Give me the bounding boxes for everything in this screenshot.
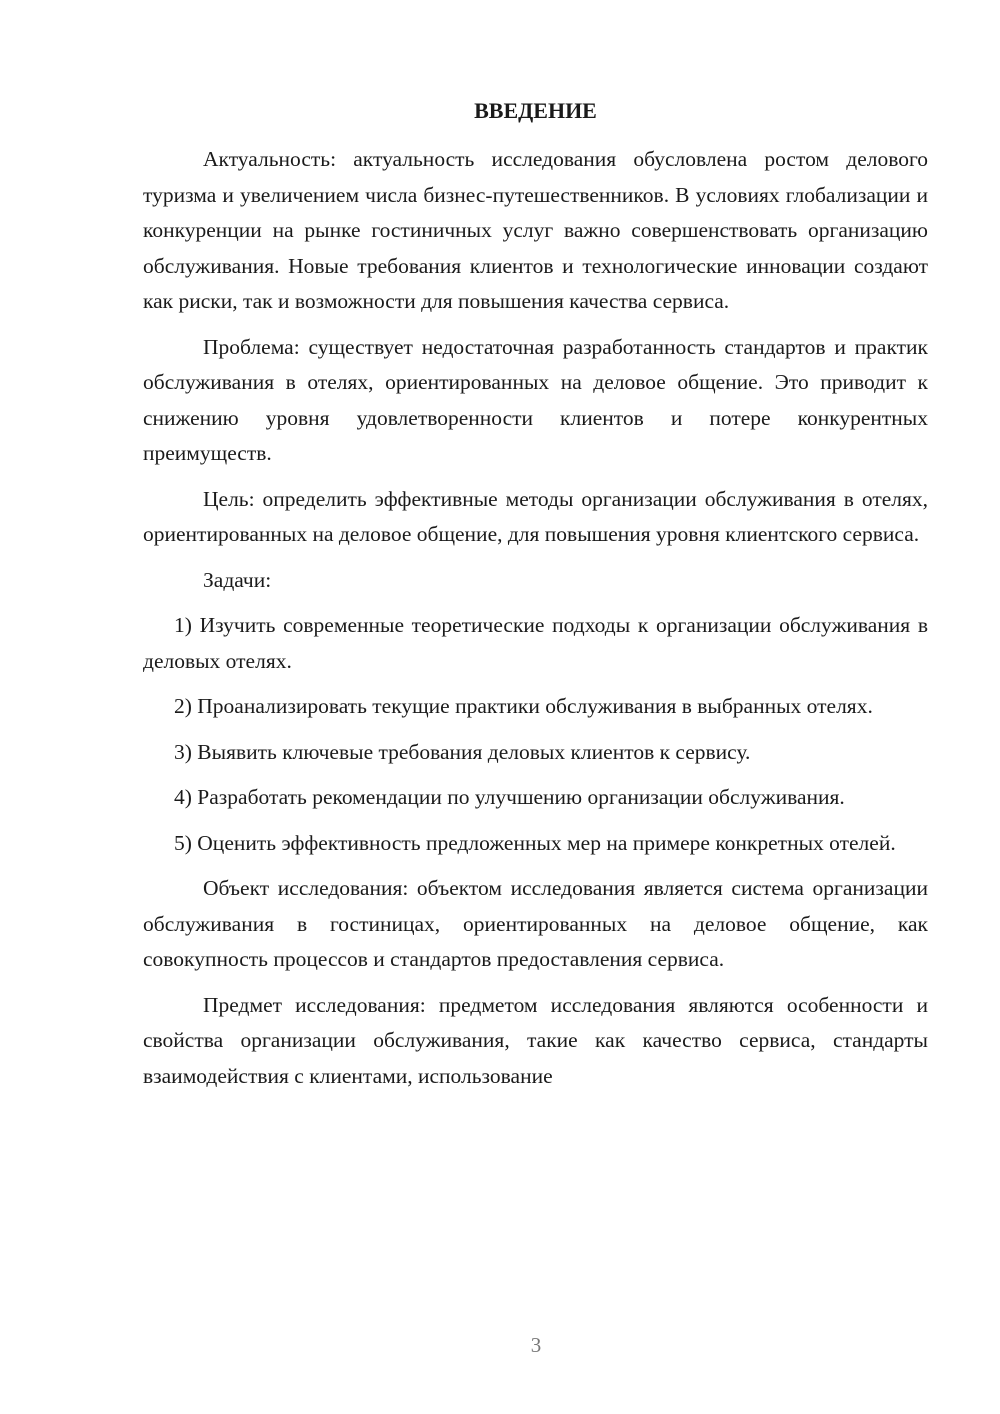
task-item-2: 2) Проанализировать текущие практики обслуживания в выбранных отелях. [174, 694, 873, 718]
paragraph-problem: Проблема: существует недостаточная разработанность стандартов и практик обслуживания в отелях, ориентированных на деловое общение. Это приводит к снижению уровня удовлетворенности клиентов и потере конкурентных преимуществ. [143, 334, 928, 465]
paragraph-tasks-heading: Задачи: [203, 567, 272, 592]
page-number: 3 [530, 1333, 542, 1357]
document-body [143, 142, 928, 1104]
paragraph-relevance: Актуальность: актуальность исследования обусловлена ростом делового туризма и увеличением числа бизнес-путешественников. В условиях глобализации и конкуренции на рынке гостиничных услуг важно совершенствовать организацию обслуживания. Новые требования клиентов и технологические инновации создают как риски, так и возможности для повышения качества сервиса. [143, 147, 928, 313]
page-title: ВВЕДЕНИЕ [474, 98, 597, 123]
task-item-3: 3) Выявить ключевые требования деловых клиентов к сервису. [174, 739, 751, 764]
paragraph-goal: Цель: определить эффективные методы организации обслуживания в отелях, ориентированных на деловое общение, для повышения уровня клиентского сервиса. [143, 486, 928, 546]
task-item-1: 1) Изучить современные теоретические подходы к организации обслуживания в деловых отелях. [143, 613, 928, 673]
paragraph-subject: Предмет исследования: предметом исследования являются особенности и свойства организации обслуживания, такие как качество сервиса, стандарты взаимодействия с клиентами, использование [143, 992, 928, 1088]
task-item-4: 4) Разработать рекомендации по улучшению организации обслуживания. [174, 785, 845, 809]
task-item-5: 5) Оценить эффективность предложенных мер на примере конкретных отелей. [174, 830, 896, 855]
paragraph-object: Объект исследования: объектом исследования является система организации обслуживания в гостиницах, ориентированных на деловое общение, как совокупность процессов и стандартов предоставления сервиса. [143, 876, 928, 971]
